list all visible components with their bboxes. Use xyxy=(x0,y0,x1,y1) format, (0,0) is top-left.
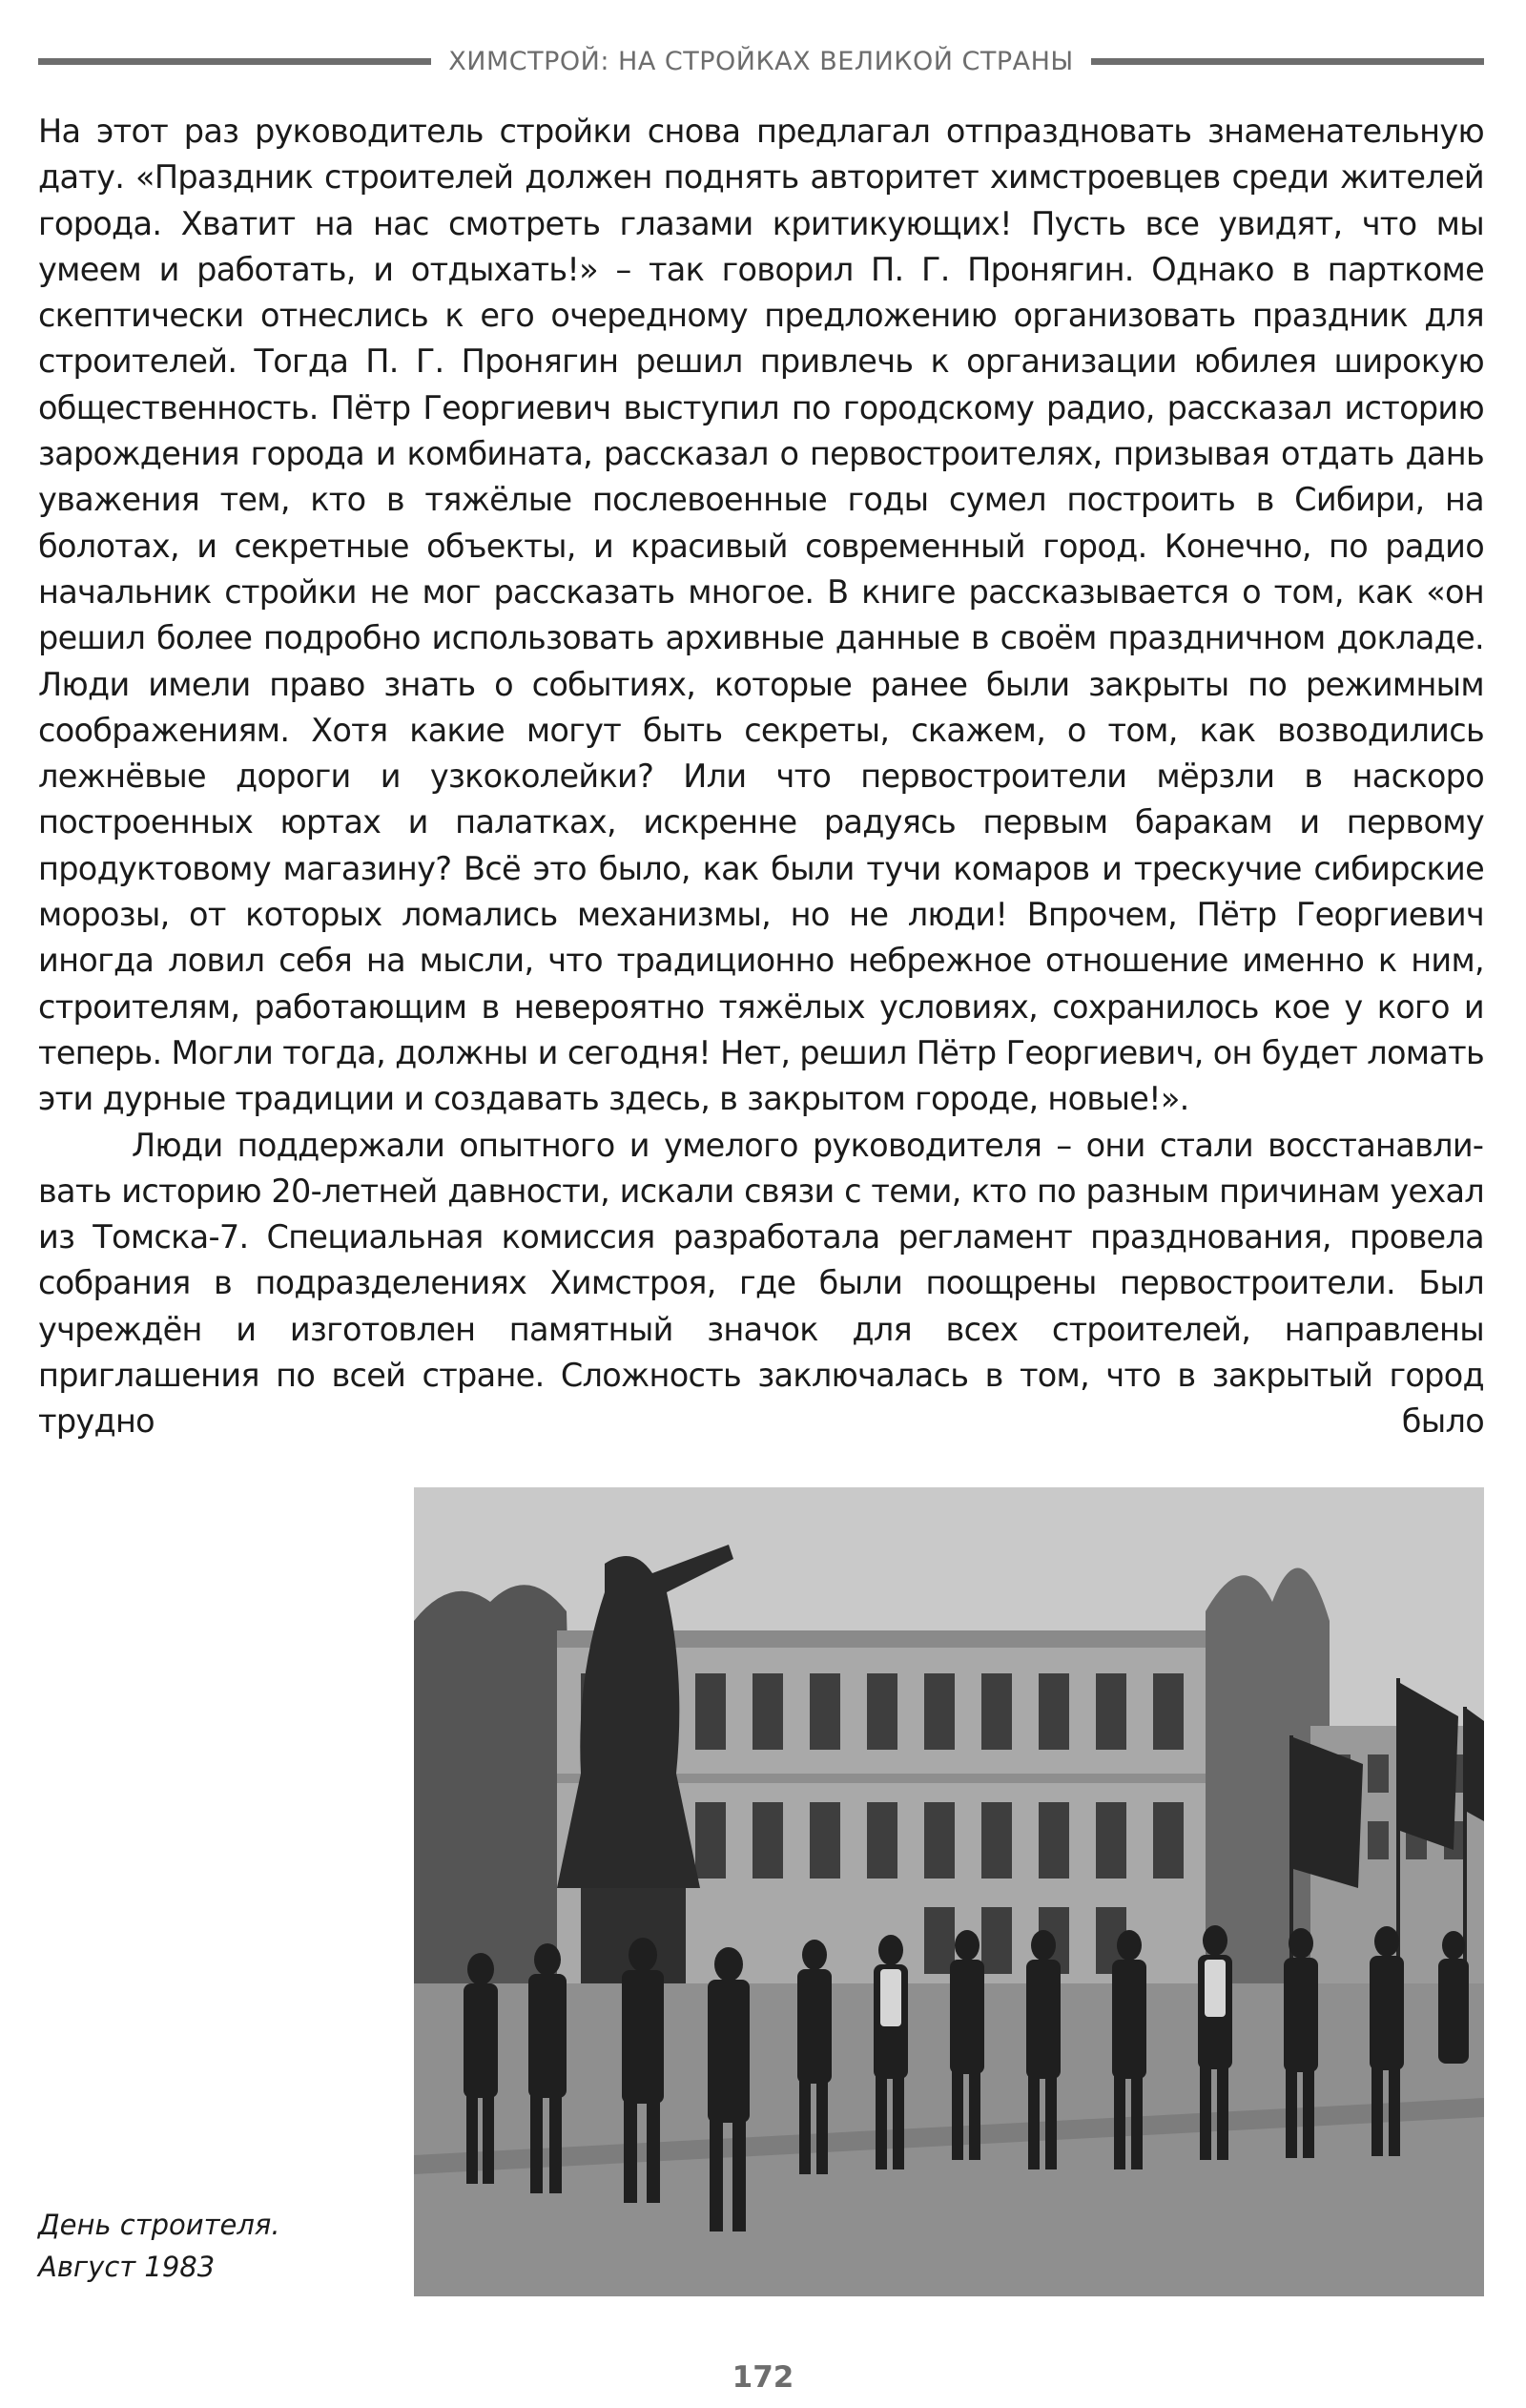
caption-line-1: День строителя. xyxy=(38,2209,280,2241)
page-number: 172 xyxy=(732,2360,794,2395)
paragraph-1: На этот раз руководитель стройки снова предлагал отпраздновать знаменательную дату. «Праздник строителей должен поднять авторитет химстроевцев среди жителей города. Хватит на нас смотреть глазами критикующих! Пусть все увидят, что мы умеем и работать, и отдыхать!» – так говорил П. Г. Пронягин. Однако в парткоме скептически отнеслись к его очередному предложению организовать праздник для строителей. Тогда П. Г. Пронягин решил привлечь к организации юбилея широкую общественность. Пётр Георгиевич выступил по городскому радио, рассказал историю зарождения города и комбината, рассказал о первостроителях, призывая отдать дань уважения тем, кто в тяжёлые послевоенные годы сумел построить в Сибири, на болотах, и секретные объекты, и красивый современный город. Конечно, по радио начальник стройки не мог рассказать многое. В книге рассказывается о том, как «он решил более подробно использовать архивные данные в своём праздничном докладе. Люди имели право знать о событиях, которые ранее были закрыты по режимным соображениям. Хотя какие могут быть секреты, скажем, о том, как возводились лежнёвые дороги и узкоколейки? Или что первостроители мёрзли в наскоро построенных юртах и палатках, искренне радуясь первым баракам и первому продуктовому магазину? Всё это было, как были тучи комаров и трескучие сибирские морозы, от которых ломались механизмы, но не люди! Впрочем, Пётр Георгиевич иногда ловил себя на мысли, что традиционно небрежное отношение именно к ним, строителям, работающим в невероятно тяжёлых условиях, сохранилось кое у кого и теперь. Могли тогда, должны и сегодня! Нет, решил Пётр Георгиевич, он будет ломать эти дурные традиции и создавать здесь, в закрытом городе, новые!». xyxy=(38,113,1484,1118)
running-header xyxy=(38,42,1484,80)
caption-line-2: Август 1983 xyxy=(38,2251,216,2283)
photo-caption xyxy=(38,2204,391,2288)
running-title: ХИМСТРОЙ: НА СТРОЙКАХ ВЕЛИКОЙ СТРАНЫ xyxy=(448,46,1074,76)
body-text xyxy=(38,109,1484,1445)
trees-left xyxy=(414,1585,576,1983)
header-rule-right xyxy=(1091,58,1484,65)
photo-illustration xyxy=(414,1487,1484,2296)
header-rule-left xyxy=(38,58,431,65)
photo-builders-day-parade xyxy=(414,1487,1484,2296)
paragraph-2: Люди поддержали опытного и умелого руководителя – они стали восстанавливать историю 20-летней давности, искали связи с теми, кто по разным причинам уехал из Томска-7. Специальная комиссия разработала регламент празднования, провела собрания в подразделениях Химстроя, где были поощрены первостроители. Был учреждён и изготовлен памятный значок для всех строителей, направлены приглашения по всей стране. Сложность заключалась в том, что в закрытый город трудно было xyxy=(38,1126,1484,1441)
